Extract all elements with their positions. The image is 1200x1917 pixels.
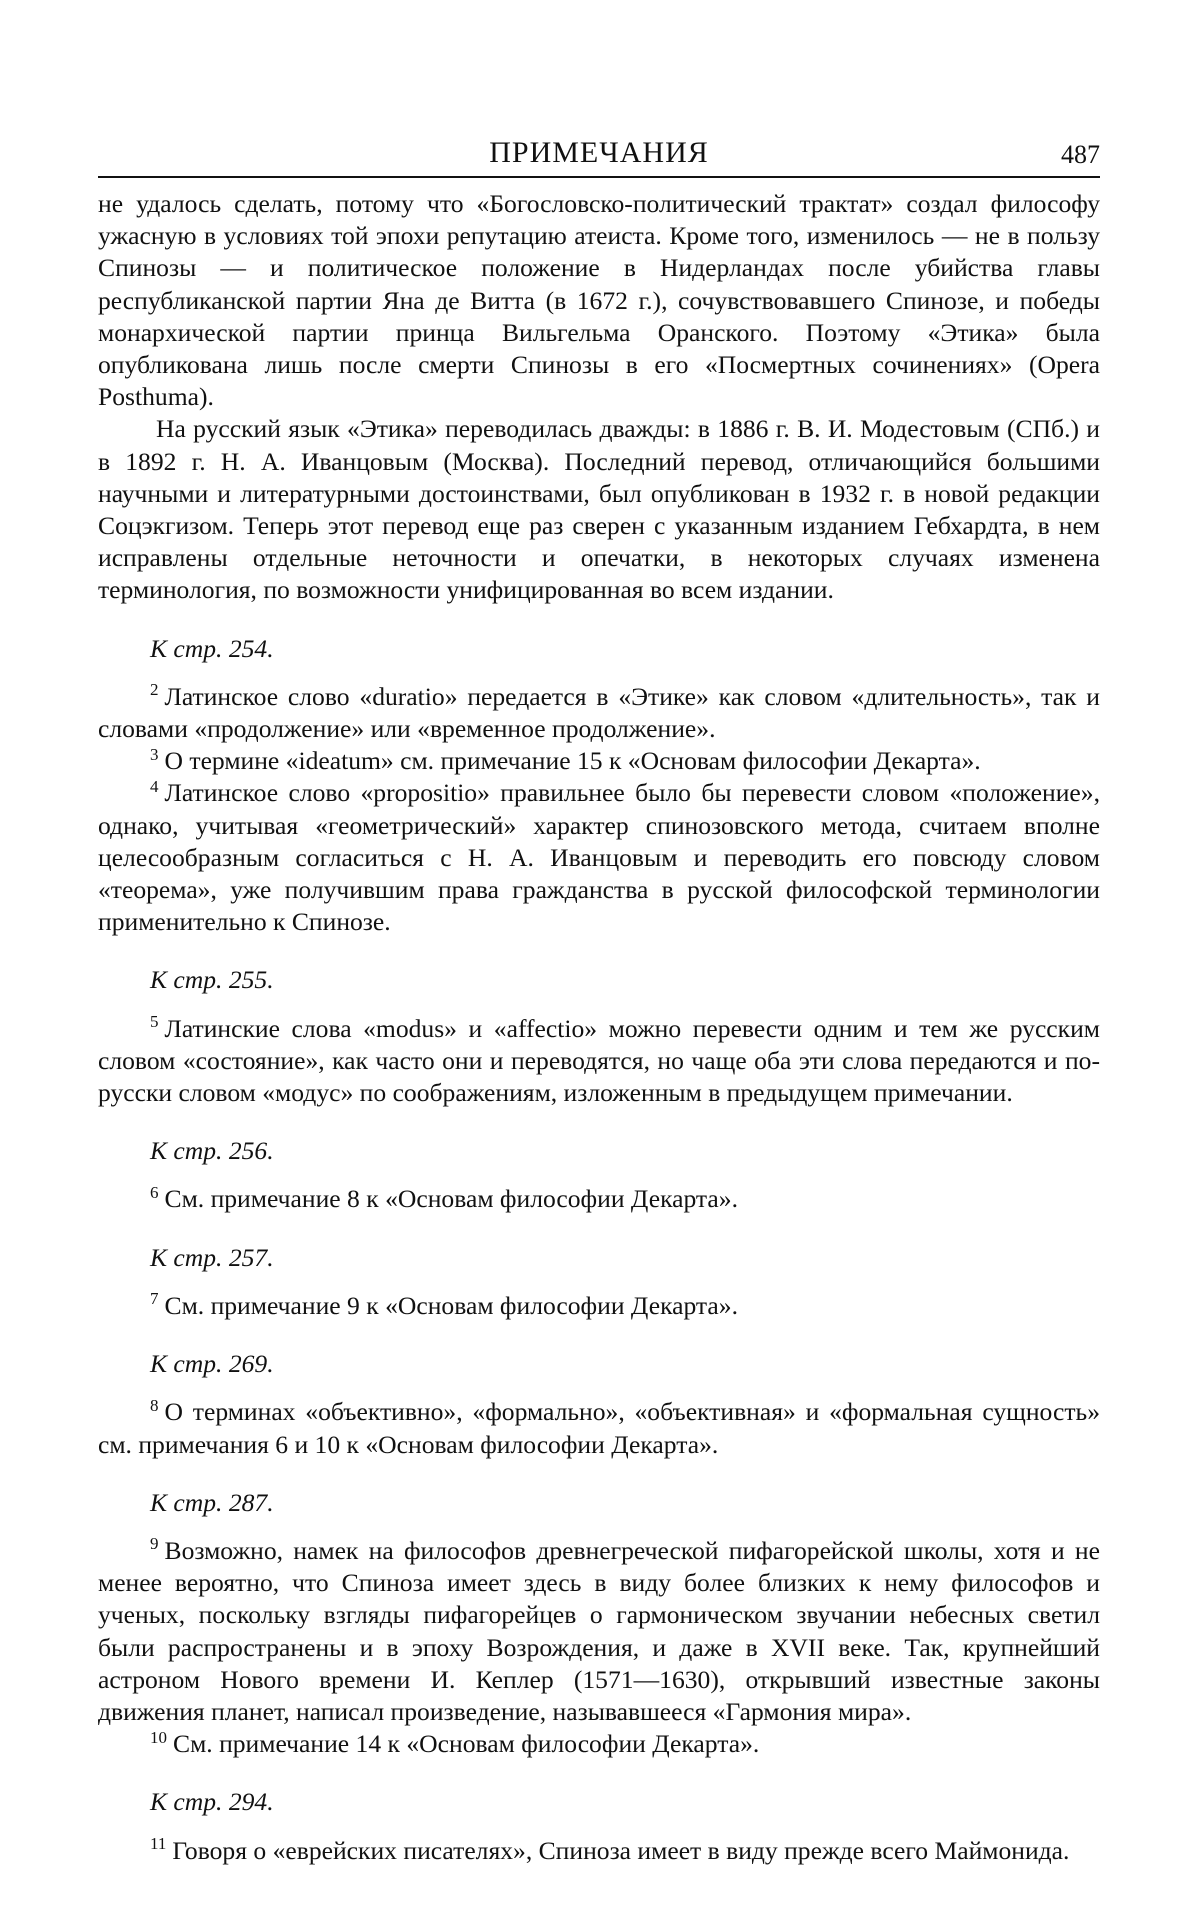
running-head [98, 128, 1100, 178]
section-heading: К стр. 269. [150, 1349, 274, 1379]
footnote-text: Возможно, намек на философов древнегреческой пифагорейской школы, хотя и не менее вероятно, что Спиноза имеет здесь в виду более близких к нему философов и ученых, поскольку взгляды пифагорейцев о гармоническом звучании небесных светил были распространены и в эпоху Возрождения, и даже в XVII веке. Так, крупнейший астроном Нового времени И. Кеплер (1571—1630), открывший известные законы движения планет, написал произведение, называвшееся «Гармония мира». [98, 1535, 1100, 1726]
footnote-text: См. примечание 8 к «Основам философии Декарта». [164, 1184, 738, 1214]
footnote [98, 1535, 1100, 1728]
section-heading: К стр. 255. [150, 965, 274, 995]
footnote [98, 1396, 1100, 1460]
page-number: 487 [1061, 140, 1100, 169]
footnote-text: О термине «ideatum» см. примечание 15 к «Основам философии Декарта». [164, 746, 981, 776]
footnote [98, 1835, 1100, 1867]
footnote-number: 3 [150, 744, 159, 764]
notes-body [98, 188, 1100, 1867]
book-page [98, 128, 1100, 1867]
section-heading: К стр. 294. [150, 1787, 274, 1817]
running-head-title: ПРИМЕЧАНИЯ [489, 136, 709, 169]
footnote-number: 4 [150, 776, 159, 796]
paragraph: не удалось сделать, потому что «Богословско-политический трактат» создал философу ужасную в условиях той эпохи репутацию атеиста. Кроме того, изменилось — не в пользу Спинозы — и политическое положение в Нидерландах после убийства главы республиканской партии Яна де Витта (в 1672 г.), сочувствовавшего Спинозе, и победы монархической партии принца Вильгельма Оранского. Поэтому «Этика» была опубликована лишь после смерти Спинозы в его «Посмертных сочинениях» (Opera Posthuma). [98, 189, 1100, 412]
paragraph: На русский язык «Этика» переводилась дважды: в 1886 г. В. И. Модестовым (СПб.) и в 1892 г. Н. А. Иванцовым (Москва). Последний перевод, отличающийся большими научными и литературными достоинствами, был опубликован в 1932 г. в новой редакции Соцэкгизом. Теперь этот перевод еще раз сверен с указанным изданием Гебхардта, в нем исправлены отдельные неточности и опечатки, в некоторых случаях изменена терминология, по возможности унифицированная во всем издании. [98, 414, 1100, 605]
footnote-text: См. примечание 9 к «Основам философии Декарта». [164, 1290, 738, 1320]
footnote-text: Говоря о «еврейских писателях», Спиноза имеет в виду прежде всего Маймонида. [172, 1835, 1070, 1865]
footnote [98, 1013, 1100, 1110]
section-heading: К стр. 257. [150, 1242, 274, 1272]
footnote [98, 681, 1100, 745]
footnote-number: 11 [150, 1834, 167, 1853]
footnote [98, 1290, 1100, 1322]
footnote [98, 1728, 1100, 1760]
footnote-number: 7 [150, 1289, 159, 1309]
section-heading: К стр. 254. [150, 633, 274, 663]
footnote-number: 6 [150, 1182, 159, 1202]
footnote-number: 10 [150, 1727, 167, 1747]
footnote-number: 8 [150, 1395, 159, 1415]
footnote-text: Латинское слово «duratio» передается в «Этике» как словом «длительность», так и словами «продолжение» или «временное продолжение». [98, 681, 1100, 744]
section-heading: К стр. 287. [150, 1487, 274, 1517]
footnote-number: 2 [150, 680, 159, 700]
section-heading: К стр. 256. [150, 1136, 274, 1166]
footnote-number: 5 [150, 1012, 159, 1032]
footnote-text: Латинское слово «propositio» правильнее было бы перевести словом «положение», однако, учитывая «геометрический» характер спинозовского метода, считаем вполне целесообразным согласиться с Н. А. Иванцовым и переводить его повсюду словом «теорема», уже получившим права гражданства в русской философской терминологии применительно к Спинозе. [98, 778, 1100, 937]
footnote-number: 9 [150, 1534, 159, 1554]
footnote [98, 777, 1100, 938]
footnote [98, 1183, 1100, 1215]
footnote-text: Латинские слова «modus» и «affectio» можно перевести одним и тем же русским словом «состояние», как часто они и переводятся, но чаще оба эти слова передаются и по-русски словом «модус» по соображениям, изложенным в предыдущем примечании. [98, 1013, 1100, 1108]
footnote [98, 745, 1100, 777]
footnote-text: О терминах «объективно», «формально», «объективная» и «формальная сущность» см. примечания 6 и 10 к «Основам философии Декарта». [98, 1397, 1100, 1459]
footnote-text: См. примечание 14 к «Основам философии Декарта». [173, 1729, 760, 1759]
